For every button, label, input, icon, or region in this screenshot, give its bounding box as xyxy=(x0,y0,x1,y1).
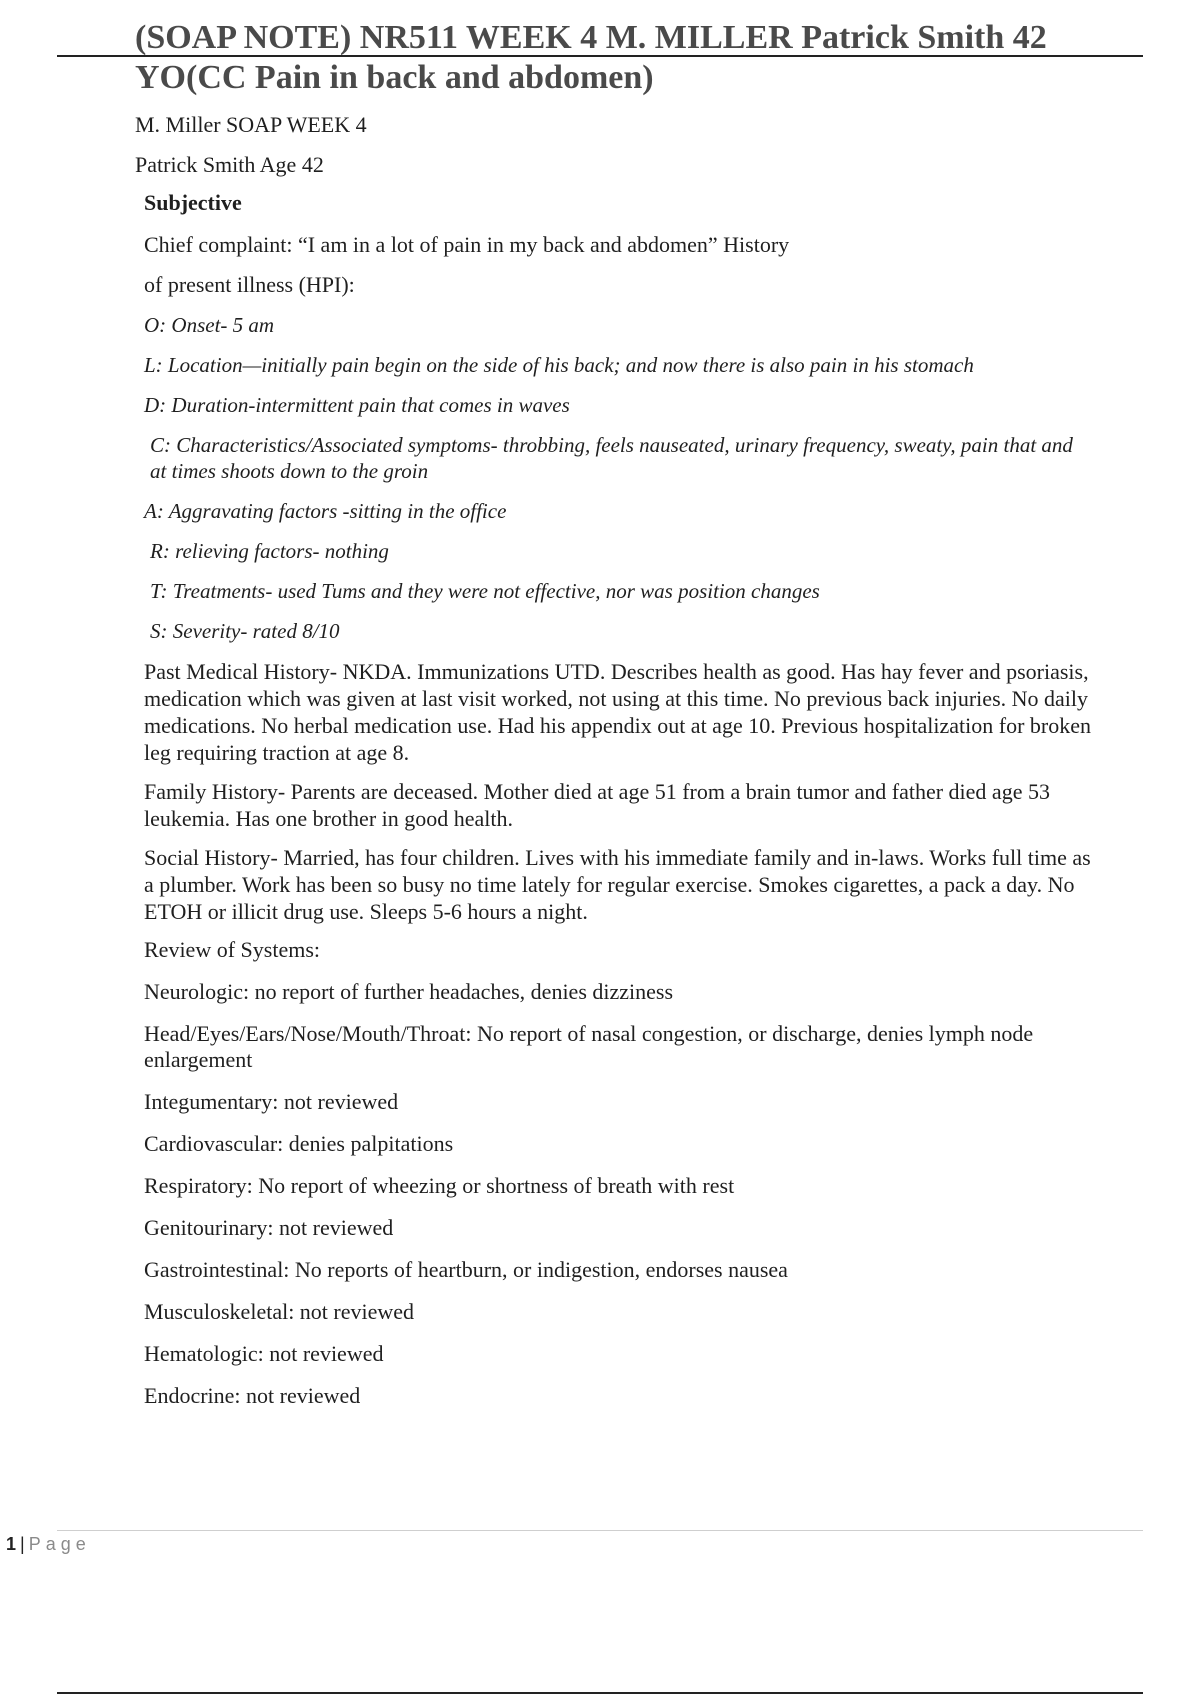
hpi-onset: O: Onset- 5 am xyxy=(144,313,275,337)
ros-item: Cardiovascular: denies palpitations xyxy=(144,1131,454,1156)
hpi-aggravating: A: Aggravating factors -sitting in the office xyxy=(144,499,507,523)
page-label: Page xyxy=(28,1534,91,1554)
footer-rule xyxy=(57,1530,1143,1531)
past-medical-history: Past Medical History- NKDA. Immunizations UTD. Describes health as good. Has hay fever and psoriasis, medication which was given at last visit worked, not using at this time. No previous back injuries. No daily medications. No herbal medication use. Had his appendix out at age 10. Previous hospitalization for broken leg requiring traction at age 8. xyxy=(144,659,1091,765)
bottom-rule xyxy=(57,1692,1143,1694)
hpi-severity: S: Severity- rated 8/10 xyxy=(150,619,340,643)
page-number: 1 xyxy=(6,1534,17,1554)
ros-item: Neurologic: no report of further headaches, denies dizziness xyxy=(144,979,674,1004)
social-history: Social History- Married, has four children. Lives with his immediate family and in-laws. Works full time as a plumber. Work has been so busy no time lately for regular exercise. Smokes cigarettes, a pack a day. No ETOH or illicit drug use. Sleeps 5-6 hours a night. xyxy=(144,845,1091,924)
hpi-characteristics: C: Characteristics/Associated symptoms- throbbing, feels nauseated, urinary frequency, sweaty, pain that and at times shoots down to the groin xyxy=(150,433,1073,483)
family-history: Family History- Parents are deceased. Mother died at age 51 from a brain tumor and father died age 53 leukemia. Has one brother in good health. xyxy=(144,779,1050,831)
document-title: (SOAP NOTE) NR511 WEEK 4 M. MILLER Patrick Smith 42 YO(CC Pain in back and abdomen) xyxy=(135,19,1047,96)
ros-item: Genitourinary: not reviewed xyxy=(144,1215,394,1240)
hpi-duration: D: Duration-intermittent pain that comes in waves xyxy=(144,393,570,417)
chief-complaint-line: Chief complaint: “I am in a lot of pain in my back and abdomen” History xyxy=(144,232,790,257)
ros-item: Respiratory: No report of wheezing or shortness of breath with rest xyxy=(144,1173,735,1198)
page-footer xyxy=(6,1534,91,1555)
subjective-heading: Subjective xyxy=(144,190,242,215)
author-line: M. Miller SOAP WEEK 4 xyxy=(135,112,367,137)
ros-item: Gastrointestinal: No reports of heartburn, or indigestion, endorses nausea xyxy=(144,1257,788,1282)
footer-separator: | xyxy=(20,1534,25,1554)
ros-item: Hematologic: not reviewed xyxy=(144,1341,384,1366)
hpi-location: L: Location—initially pain begin on the side of his back; and now there is also pain in his stomach xyxy=(144,353,974,377)
ros-item: Musculoskeletal: not reviewed xyxy=(144,1299,415,1324)
patient-line: Patrick Smith Age 42 xyxy=(135,152,324,177)
ros-item: Integumentary: not reviewed xyxy=(144,1089,399,1114)
ros-item: Head/Eyes/Ears/Nose/Mouth/Throat: No report of nasal congestion, or discharge, denies lymph node enlargement xyxy=(144,1021,1034,1072)
hpi-label: of present illness (HPI): xyxy=(144,272,355,297)
hpi-treatments: T: Treatments- used Tums and they were not effective, nor was position changes xyxy=(150,579,820,603)
ros-item: Endocrine: not reviewed xyxy=(144,1383,361,1408)
hpi-relieving: R: relieving factors- nothing xyxy=(150,539,389,563)
ros-heading: Review of Systems: xyxy=(144,937,320,962)
note-body xyxy=(144,190,1094,1425)
